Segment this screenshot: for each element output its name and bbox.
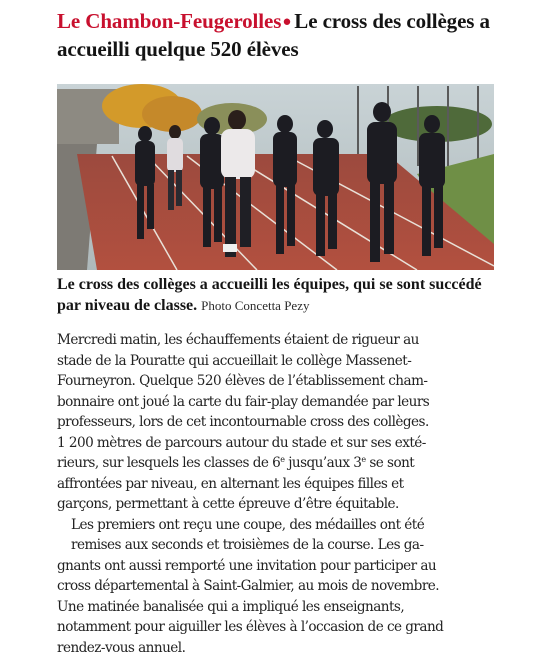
text-fragment: se sont xyxy=(365,455,415,471)
caption-text: Le cross des collèges a accueilli les équipes, qui se sont succédé par niveau de classe. xyxy=(57,276,482,314)
text-line: Les premiers ont reçu une coupe, des médailles ont été xyxy=(71,516,425,533)
text-line: gnants ont aussi remporté une invitation pour participer au xyxy=(57,557,437,574)
ordinal-suffix: e xyxy=(361,455,366,464)
text-line: remises aux seconds et troisièmes de la course. Les ga- xyxy=(71,537,424,553)
article-body xyxy=(57,330,505,658)
runners-photo xyxy=(57,84,494,270)
headline-title: Le cross des collèges a accueilli quelque 520 élèves xyxy=(57,9,490,61)
paragraph-2 xyxy=(57,515,505,659)
text-fragment: rieurs, sur lesquels les classes de 6 xyxy=(57,455,281,471)
text-line: 1 200 mètres de parcours autour du stade et sur ses exté- xyxy=(57,434,426,451)
photo-illustration xyxy=(57,84,494,270)
headline-location: Le Chambon-Feugerolles xyxy=(57,9,282,33)
text-line: bonnaire ont joué la carte du fair-play demandée par leurs xyxy=(57,393,430,410)
text-line: affrontées par niveau, en alternant les équipes filles et xyxy=(57,475,404,492)
text-line: Une matinée banalisée qui a impliqué les enseignants, xyxy=(57,598,405,615)
text-fragment: jusqu’aux 3 xyxy=(284,455,362,471)
text-line: notamment pour aiguiller les élèves à l’occasion de ce grand xyxy=(57,619,444,635)
text-line: cross départemental à Saint-Galmier, au mois de novembre. xyxy=(57,578,440,594)
photo-credit: Photo Concetta Pezy xyxy=(201,298,310,313)
text-line-with-ordinals xyxy=(57,453,505,474)
paragraph-1 xyxy=(57,330,505,515)
text-line: stade de la Pouratte qui accueillait le collège Massenet- xyxy=(57,352,412,369)
text-line: professeurs, lors de cet incontournable cross des collèges. xyxy=(57,414,429,430)
text-line: rendez-vous annuel. xyxy=(57,639,186,656)
text-line: Mercredi matin, les échauffements étaient de rigueur au xyxy=(57,332,419,348)
ordinal-suffix: e xyxy=(280,455,285,464)
text-line: Fourneyron. Quelque 520 élèves de l’établissement cham- xyxy=(57,373,428,389)
bullet-icon: ● xyxy=(282,14,292,30)
text-line: garçons, permettant à cette épreuve d’être équitable. xyxy=(57,496,399,512)
photo-caption xyxy=(57,274,502,316)
article-headline xyxy=(57,8,527,63)
